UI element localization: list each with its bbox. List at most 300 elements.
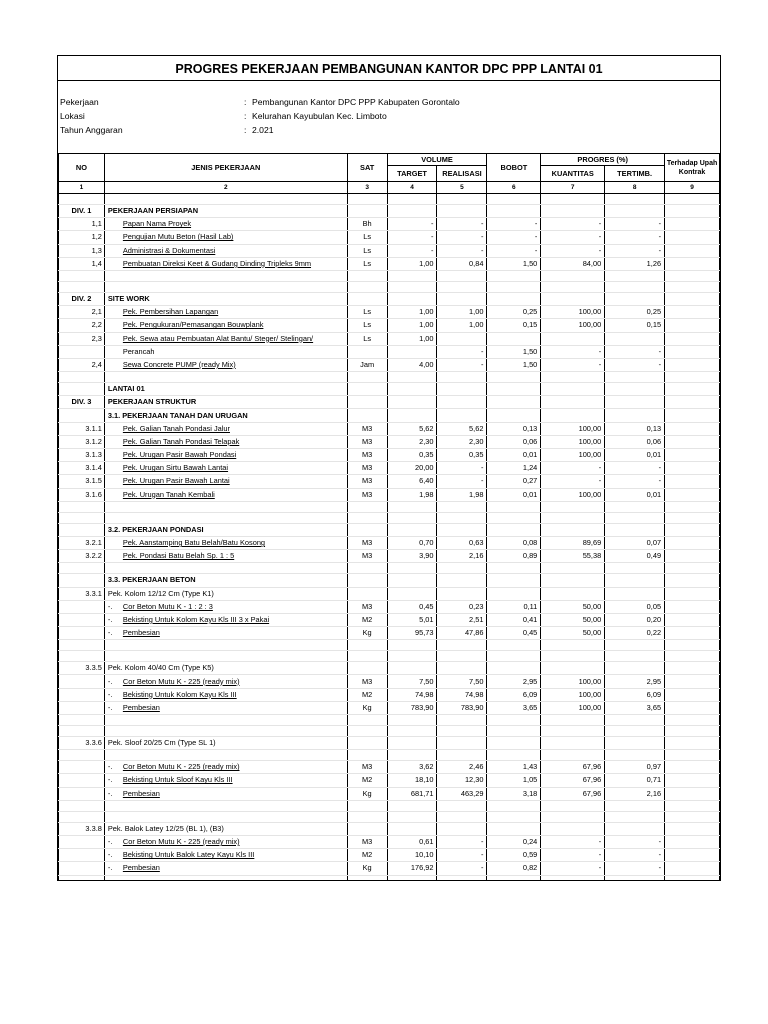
- table-header: [59, 154, 720, 194]
- empty-cell: [59, 512, 105, 523]
- table-row-empty: [59, 715, 720, 726]
- info-value: Pembangunan Kantor DPC PPP Kabupaten Gorontalo: [252, 97, 460, 107]
- cell-kuantitas: 100,00: [541, 675, 605, 688]
- empty-cell: [347, 563, 387, 574]
- table-row-empty: [59, 563, 720, 574]
- cell-sat: M3: [347, 449, 387, 462]
- cell-realisasi: -: [437, 462, 487, 475]
- table-row: [59, 550, 720, 563]
- cell-no: 3.3.6: [59, 737, 105, 750]
- cell-upah: [665, 319, 720, 332]
- table-row-empty: [59, 281, 720, 292]
- cell-realisasi: [437, 662, 487, 675]
- cell-target: 0,61: [387, 835, 437, 848]
- cell-sat: M3: [347, 536, 387, 549]
- cell-tertimb: [605, 574, 665, 587]
- cell-no: [59, 835, 105, 848]
- cell-upah: [665, 613, 720, 626]
- info-row-pekerjaan: [58, 95, 720, 109]
- cell-target: 0,35: [387, 449, 437, 462]
- empty-cell: [437, 811, 487, 822]
- empty-cell: [104, 563, 347, 574]
- header-kuantitas: KUANTITAS: [541, 166, 605, 182]
- progress-sheet: [57, 55, 721, 881]
- job-label: Pek. Urugan Pasir Bawah Lantai: [122, 476, 230, 486]
- dash-marker: -.: [107, 863, 113, 873]
- empty-cell: [437, 512, 487, 523]
- empty-cell: [605, 512, 665, 523]
- cell-bobot: 0,01: [487, 488, 541, 501]
- cell-bobot: 0,41: [487, 613, 541, 626]
- cell-upah: [665, 244, 720, 257]
- cell-tertimb: [605, 587, 665, 600]
- empty-cell: [541, 501, 605, 512]
- job-label: Pek. Pengukuran/Pemasangan Bouwplank: [122, 320, 264, 330]
- cell-sat: [347, 396, 387, 409]
- cell-sat: Ls: [347, 244, 387, 257]
- cell-kuantitas: [541, 523, 605, 536]
- cell-bobot: 0,89: [487, 550, 541, 563]
- cell-upah: [665, 449, 720, 462]
- cell-kuantitas: 100,00: [541, 701, 605, 714]
- cell-tertimb: -: [605, 475, 665, 488]
- cell-no: 3.1.2: [59, 435, 105, 448]
- empty-cell: [487, 811, 541, 822]
- cell-sat: M3: [347, 600, 387, 613]
- table-row: [59, 627, 720, 640]
- empty-cell: [59, 372, 105, 383]
- empty-cell: [665, 281, 720, 292]
- cell-sat: Ls: [347, 306, 387, 319]
- job-label: Pembuatan Direksi Keet & Gudang Dinding Tripleks 9mm: [122, 258, 312, 268]
- cell-no: 3.3.8: [59, 822, 105, 835]
- cell-realisasi: 0,23: [437, 600, 487, 613]
- cell-target: 783,90: [387, 701, 437, 714]
- cell-realisasi: 7,50: [437, 675, 487, 688]
- cell-bobot: 0,25: [487, 306, 541, 319]
- cell-realisasi: -: [437, 849, 487, 862]
- cell-bobot: 1,50: [487, 358, 541, 371]
- cell-realisasi: 783,90: [437, 701, 487, 714]
- cell-tertimb: [605, 662, 665, 675]
- cell-bobot: [487, 292, 541, 305]
- dash-marker: -.: [107, 601, 113, 611]
- job-label: Pembesian: [122, 702, 160, 712]
- cell-target: 3,90: [387, 550, 437, 563]
- empty-cell: [541, 875, 605, 881]
- empty-cell: [104, 800, 347, 811]
- cell-no: [59, 574, 105, 587]
- job-label: Cor Beton Mutu K - 1 : 2 : 3: [122, 601, 213, 611]
- cell-target: [387, 662, 437, 675]
- cell-upah: [665, 306, 720, 319]
- cell-no: [59, 409, 105, 422]
- cell-realisasi: -: [437, 862, 487, 875]
- empty-cell: [104, 501, 347, 512]
- empty-cell: [487, 281, 541, 292]
- cell-jenis-pekerjaan: [104, 345, 347, 358]
- job-label: Sewa Concrete PUMP (ready Mix): [122, 359, 236, 369]
- cell-realisasi: 5,62: [437, 422, 487, 435]
- cell-no: [59, 600, 105, 613]
- cell-sat: Bh: [347, 218, 387, 231]
- empty-cell: [104, 726, 347, 737]
- table-row-empty: [59, 512, 720, 523]
- table-row: [59, 761, 720, 774]
- cell-realisasi: [437, 396, 487, 409]
- cell-realisasi: 12,30: [437, 774, 487, 787]
- cell-bobot: [487, 662, 541, 675]
- cell-realisasi: [437, 574, 487, 587]
- cell-kuantitas: 89,69: [541, 536, 605, 549]
- cell-kuantitas: [541, 205, 605, 218]
- cell-no: 3.1.3: [59, 449, 105, 462]
- cell-no: DIV. 3: [59, 396, 105, 409]
- table-row: [59, 862, 720, 875]
- job-label: Cor Beton Mutu K - 225 (ready mix): [122, 762, 240, 772]
- cell-upah: [665, 523, 720, 536]
- cell-upah: [665, 536, 720, 549]
- cell-jenis-pekerjaan: [104, 231, 347, 244]
- empty-cell: [104, 640, 347, 651]
- empty-cell: [347, 512, 387, 523]
- cell-no: [59, 613, 105, 626]
- cell-jenis-pekerjaan: [104, 701, 347, 714]
- cell-no: [59, 345, 105, 358]
- cell-realisasi: [437, 587, 487, 600]
- header-num: 9: [665, 182, 720, 194]
- cell-no: 3.1.5: [59, 475, 105, 488]
- cell-realisasi: -: [437, 835, 487, 848]
- empty-cell: [59, 194, 105, 205]
- cell-kuantitas: -: [541, 358, 605, 371]
- table-body: [59, 194, 720, 882]
- cell-kuantitas: -: [541, 849, 605, 862]
- cell-upah: [665, 835, 720, 848]
- cell-kuantitas: 100,00: [541, 488, 605, 501]
- cell-kuantitas: 100,00: [541, 319, 605, 332]
- cell-bobot: [487, 737, 541, 750]
- empty-cell: [387, 372, 437, 383]
- job-label: Pek. Aanstamping Batu Belah/Batu Kosong: [122, 538, 266, 548]
- cell-no: DIV. 1: [59, 205, 105, 218]
- cell-no: 1,2: [59, 231, 105, 244]
- cell-no: [59, 774, 105, 787]
- cell-upah: [665, 787, 720, 800]
- table-row: [59, 422, 720, 435]
- empty-cell: [541, 563, 605, 574]
- empty-cell: [437, 281, 487, 292]
- header-num: 6: [487, 182, 541, 194]
- empty-cell: [541, 651, 605, 662]
- cell-jenis-pekerjaan: [104, 244, 347, 257]
- cell-sat: Ls: [347, 257, 387, 270]
- cell-sat: Kg: [347, 862, 387, 875]
- cell-realisasi: 1,00: [437, 319, 487, 332]
- cell-target: 0,70: [387, 536, 437, 549]
- table-row: [59, 574, 720, 587]
- cell-jenis-pekerjaan: [104, 574, 347, 587]
- empty-cell: [541, 512, 605, 523]
- cell-no: 3.1.1: [59, 422, 105, 435]
- table-row: [59, 358, 720, 371]
- cell-target: 18,10: [387, 774, 437, 787]
- empty-cell: [59, 811, 105, 822]
- empty-cell: [605, 651, 665, 662]
- cell-tertimb: [605, 822, 665, 835]
- job-label: Pembesian: [122, 863, 160, 873]
- header-tertimb: TERTIMB.: [605, 166, 665, 182]
- table-row: [59, 787, 720, 800]
- cell-kuantitas: [541, 332, 605, 345]
- cell-upah: [665, 849, 720, 862]
- empty-cell: [665, 811, 720, 822]
- cell-jenis-pekerjaan: [104, 835, 347, 848]
- cell-realisasi: 2,16: [437, 550, 487, 563]
- empty-cell: [59, 281, 105, 292]
- empty-cell: [104, 750, 347, 761]
- empty-cell: [437, 563, 487, 574]
- job-label: Pengujian Mutu Beton (Hasil Lab): [122, 232, 234, 242]
- cell-target: 10,10: [387, 849, 437, 862]
- empty-cell: [487, 800, 541, 811]
- cell-jenis-pekerjaan: [104, 761, 347, 774]
- cell-no: 3.1.4: [59, 462, 105, 475]
- cell-tertimb: 1,26: [605, 257, 665, 270]
- empty-cell: [487, 750, 541, 761]
- empty-cell: [487, 651, 541, 662]
- table-row-empty: [59, 750, 720, 761]
- empty-cell: [605, 726, 665, 737]
- cell-tertimb: [605, 332, 665, 345]
- cell-upah: [665, 205, 720, 218]
- table-row: [59, 409, 720, 422]
- cell-sat: M3: [347, 835, 387, 848]
- cell-upah: [665, 600, 720, 613]
- cell-upah: [665, 488, 720, 501]
- empty-cell: [541, 281, 605, 292]
- empty-cell: [387, 800, 437, 811]
- cell-bobot: 0,06: [487, 435, 541, 448]
- cell-jenis-pekerjaan: [104, 205, 347, 218]
- cell-jenis-pekerjaan: [104, 358, 347, 371]
- table-row: [59, 449, 720, 462]
- cell-kuantitas: 84,00: [541, 257, 605, 270]
- cell-jenis-pekerjaan: [104, 435, 347, 448]
- cell-sat: M3: [347, 422, 387, 435]
- job-label: Pek. Kolom 40/40 Cm (Type K5): [107, 663, 214, 673]
- cell-tertimb: [605, 523, 665, 536]
- cell-target: 2,30: [387, 435, 437, 448]
- table-row-empty: [59, 726, 720, 737]
- empty-cell: [487, 372, 541, 383]
- cell-upah: [665, 701, 720, 714]
- cell-tertimb: 2,95: [605, 675, 665, 688]
- job-label: PEKERJAAN PERSIAPAN: [107, 206, 199, 216]
- cell-kuantitas: 67,96: [541, 774, 605, 787]
- cell-bobot: 3,18: [487, 787, 541, 800]
- cell-tertimb: 0,06: [605, 435, 665, 448]
- cell-target: [387, 737, 437, 750]
- info-colon: :: [244, 97, 247, 107]
- table-row: [59, 292, 720, 305]
- cell-target: -: [387, 218, 437, 231]
- cell-jenis-pekerjaan: [104, 306, 347, 319]
- table-row: [59, 475, 720, 488]
- empty-cell: [487, 726, 541, 737]
- cell-target: 681,71: [387, 787, 437, 800]
- job-label: Papan Nama Proyek: [122, 219, 192, 229]
- cell-kuantitas: -: [541, 475, 605, 488]
- cell-target: [387, 409, 437, 422]
- empty-cell: [347, 281, 387, 292]
- empty-cell: [541, 270, 605, 281]
- cell-target: 95,73: [387, 627, 437, 640]
- cell-sat: Kg: [347, 627, 387, 640]
- cell-no: DIV. 2: [59, 292, 105, 305]
- cell-jenis-pekerjaan: [104, 449, 347, 462]
- cell-jenis-pekerjaan: [104, 475, 347, 488]
- cell-target: [387, 574, 437, 587]
- cell-tertimb: 0,05: [605, 600, 665, 613]
- table-row: [59, 613, 720, 626]
- empty-cell: [605, 563, 665, 574]
- cell-jenis-pekerjaan: [104, 523, 347, 536]
- cell-target: 7,50: [387, 675, 437, 688]
- cell-kuantitas: 100,00: [541, 306, 605, 319]
- empty-cell: [59, 715, 105, 726]
- empty-cell: [437, 270, 487, 281]
- cell-realisasi: [437, 332, 487, 345]
- cell-no: [59, 701, 105, 714]
- info-label: Pekerjaan: [60, 97, 99, 107]
- cell-realisasi: -: [437, 358, 487, 371]
- cell-target: 74,98: [387, 688, 437, 701]
- header-num: 8: [605, 182, 665, 194]
- cell-bobot: -: [487, 231, 541, 244]
- cell-sat: [347, 737, 387, 750]
- table-row: [59, 488, 720, 501]
- cell-sat: [347, 383, 387, 396]
- cell-no: 1,4: [59, 257, 105, 270]
- empty-cell: [387, 715, 437, 726]
- cell-jenis-pekerjaan: [104, 292, 347, 305]
- empty-cell: [437, 501, 487, 512]
- cell-tertimb: 2,16: [605, 787, 665, 800]
- empty-cell: [347, 501, 387, 512]
- empty-cell: [437, 640, 487, 651]
- cell-kuantitas: [541, 587, 605, 600]
- empty-cell: [59, 875, 105, 881]
- header-jenis: JENIS PEKERJAAN: [104, 154, 347, 182]
- cell-sat: M2: [347, 688, 387, 701]
- table-row: [59, 383, 720, 396]
- cell-realisasi: -: [437, 218, 487, 231]
- empty-cell: [665, 875, 720, 881]
- table-row-empty: [59, 501, 720, 512]
- cell-realisasi: -: [437, 345, 487, 358]
- progress-table: [58, 153, 720, 881]
- table-row: [59, 688, 720, 701]
- cell-jenis-pekerjaan: [104, 662, 347, 675]
- cell-bobot: [487, 523, 541, 536]
- cell-tertimb: -: [605, 244, 665, 257]
- cell-target: 176,92: [387, 862, 437, 875]
- cell-bobot: 1,50: [487, 257, 541, 270]
- cell-target: 5,62: [387, 422, 437, 435]
- job-label: Pek. Balok Latey 12/25 (BL 1), (B3): [107, 823, 224, 833]
- table-row: [59, 332, 720, 345]
- cell-target: [387, 822, 437, 835]
- cell-realisasi: 0,63: [437, 536, 487, 549]
- cell-tertimb: 0,07: [605, 536, 665, 549]
- table-row-empty: [59, 270, 720, 281]
- cell-no: [59, 862, 105, 875]
- cell-realisasi: [437, 822, 487, 835]
- table-row: [59, 822, 720, 835]
- empty-cell: [104, 651, 347, 662]
- cell-jenis-pekerjaan: [104, 332, 347, 345]
- cell-tertimb: -: [605, 231, 665, 244]
- cell-target: [387, 292, 437, 305]
- job-label: 3.3. PEKERJAAN BETON: [107, 575, 196, 585]
- cell-no: [59, 849, 105, 862]
- table-row: [59, 218, 720, 231]
- cell-jenis-pekerjaan: [104, 536, 347, 549]
- empty-cell: [347, 270, 387, 281]
- cell-sat: M2: [347, 849, 387, 862]
- empty-cell: [541, 726, 605, 737]
- cell-upah: [665, 475, 720, 488]
- cell-tertimb: 0,25: [605, 306, 665, 319]
- cell-bobot: 0,01: [487, 449, 541, 462]
- cell-sat: Ls: [347, 332, 387, 345]
- cell-realisasi: 0,84: [437, 257, 487, 270]
- empty-cell: [347, 750, 387, 761]
- cell-kuantitas: -: [541, 862, 605, 875]
- table-row-empty: [59, 800, 720, 811]
- empty-cell: [605, 372, 665, 383]
- empty-cell: [347, 875, 387, 881]
- empty-cell: [437, 750, 487, 761]
- empty-cell: [437, 800, 487, 811]
- job-label: Pek. Urugan Sirtu Bawah Lantai: [122, 463, 229, 473]
- cell-kuantitas: [541, 574, 605, 587]
- cell-jenis-pekerjaan: [104, 257, 347, 270]
- cell-bobot: 3,65: [487, 701, 541, 714]
- cell-realisasi: 2,51: [437, 613, 487, 626]
- info-label: Lokasi: [60, 111, 85, 121]
- cell-bobot: 0,08: [487, 536, 541, 549]
- cell-tertimb: 0,01: [605, 449, 665, 462]
- cell-sat: M2: [347, 613, 387, 626]
- cell-sat: [347, 822, 387, 835]
- table-row: [59, 435, 720, 448]
- cell-bobot: -: [487, 244, 541, 257]
- cell-realisasi: [437, 523, 487, 536]
- header-num: 2: [104, 182, 347, 194]
- empty-cell: [387, 563, 437, 574]
- cell-sat: Kg: [347, 787, 387, 800]
- empty-cell: [541, 750, 605, 761]
- empty-cell: [104, 270, 347, 281]
- job-label: Pek. Pembersihan Lapangan: [122, 307, 219, 317]
- cell-tertimb: -: [605, 358, 665, 371]
- cell-jenis-pekerjaan: [104, 600, 347, 613]
- empty-cell: [59, 640, 105, 651]
- dash-marker: -.: [107, 676, 113, 686]
- cell-bobot: 0,45: [487, 627, 541, 640]
